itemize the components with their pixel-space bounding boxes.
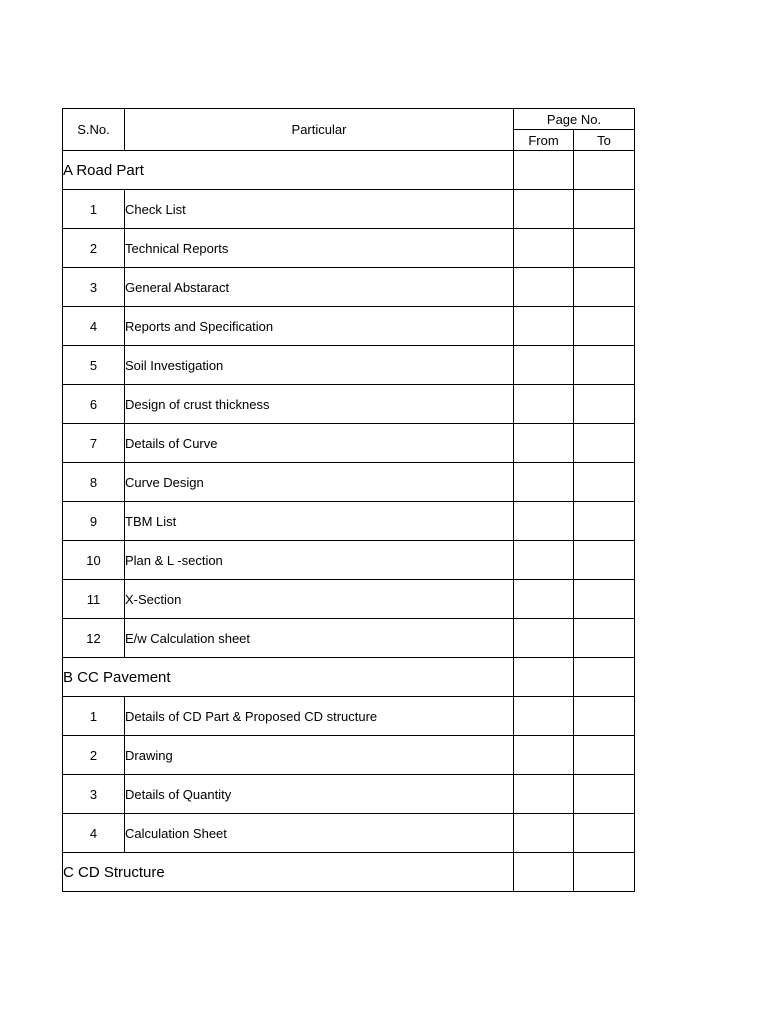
to-cell [574,814,635,853]
table-row [63,580,635,619]
to-cell [574,736,635,775]
to-cell [574,619,635,658]
to-cell [574,853,635,892]
particular-cell: Reports and Specification [125,307,514,346]
to-cell [574,346,635,385]
from-cell [514,619,574,658]
table-row [63,619,635,658]
sno-cell: 3 [63,775,125,814]
sno-cell: 7 [63,424,125,463]
table-row [63,346,635,385]
table-row [63,736,635,775]
table-row [63,307,635,346]
table-row [63,775,635,814]
section-title: C CD Structure [63,853,514,892]
particular-cell: Soil Investigation [125,346,514,385]
from-cell [514,814,574,853]
sno-cell: 11 [63,580,125,619]
from-cell [514,424,574,463]
table-row [63,268,635,307]
to-cell [574,541,635,580]
section-title: A Road Part [63,151,514,190]
to-cell [574,151,635,190]
sno-cell: 9 [63,502,125,541]
particular-cell: Drawing [125,736,514,775]
particular-cell: Design of crust thickness [125,385,514,424]
table-row [63,502,635,541]
particular-cell: General Abstaract [125,268,514,307]
particular-header: Particular [125,109,514,151]
sno-cell: 6 [63,385,125,424]
to-cell [574,502,635,541]
from-cell [514,853,574,892]
sno-header: S.No. [63,109,125,151]
section-title: B CC Pavement [63,658,514,697]
sno-cell: 8 [63,463,125,502]
section-row [63,658,635,697]
table-row [63,385,635,424]
to-cell [574,190,635,229]
particular-cell: Calculation Sheet [125,814,514,853]
sno-cell: 3 [63,268,125,307]
from-cell [514,502,574,541]
sno-cell: 5 [63,346,125,385]
sno-cell: 1 [63,190,125,229]
sno-cell: 10 [63,541,125,580]
to-cell [574,229,635,268]
from-cell [514,775,574,814]
page-no-header: Page No. [514,109,635,130]
from-cell [514,697,574,736]
from-cell [514,463,574,502]
table-row [63,697,635,736]
table-row [63,814,635,853]
particular-cell: E/w Calculation sheet [125,619,514,658]
to-cell [574,307,635,346]
from-header: From [514,130,574,151]
particular-cell: Technical Reports [125,229,514,268]
table-row [63,190,635,229]
to-header: To [574,130,635,151]
from-cell [514,541,574,580]
particular-cell: Details of Quantity [125,775,514,814]
from-cell [514,190,574,229]
to-cell [574,463,635,502]
from-cell [514,229,574,268]
from-cell [514,151,574,190]
to-cell [574,580,635,619]
table-row [63,541,635,580]
from-cell [514,385,574,424]
from-cell [514,307,574,346]
particular-cell: Details of Curve [125,424,514,463]
from-cell [514,346,574,385]
particular-cell: TBM List [125,502,514,541]
table-row [63,463,635,502]
index-table [62,108,635,892]
sno-cell: 2 [63,736,125,775]
particular-cell: Plan & L -section [125,541,514,580]
from-cell [514,580,574,619]
from-cell [514,268,574,307]
section-row [63,151,635,190]
from-cell [514,736,574,775]
to-cell [574,775,635,814]
to-cell [574,385,635,424]
particular-cell: Check List [125,190,514,229]
table-row [63,424,635,463]
sno-cell: 4 [63,814,125,853]
to-cell [574,658,635,697]
from-cell [514,658,574,697]
section-row [63,853,635,892]
particular-cell: X-Section [125,580,514,619]
sno-cell: 12 [63,619,125,658]
sno-cell: 4 [63,307,125,346]
table-row [63,229,635,268]
particular-cell: Curve Design [125,463,514,502]
particular-cell: Details of CD Part & Proposed CD structure [125,697,514,736]
sno-cell: 1 [63,697,125,736]
to-cell [574,424,635,463]
to-cell [574,697,635,736]
to-cell [574,268,635,307]
sno-cell: 2 [63,229,125,268]
